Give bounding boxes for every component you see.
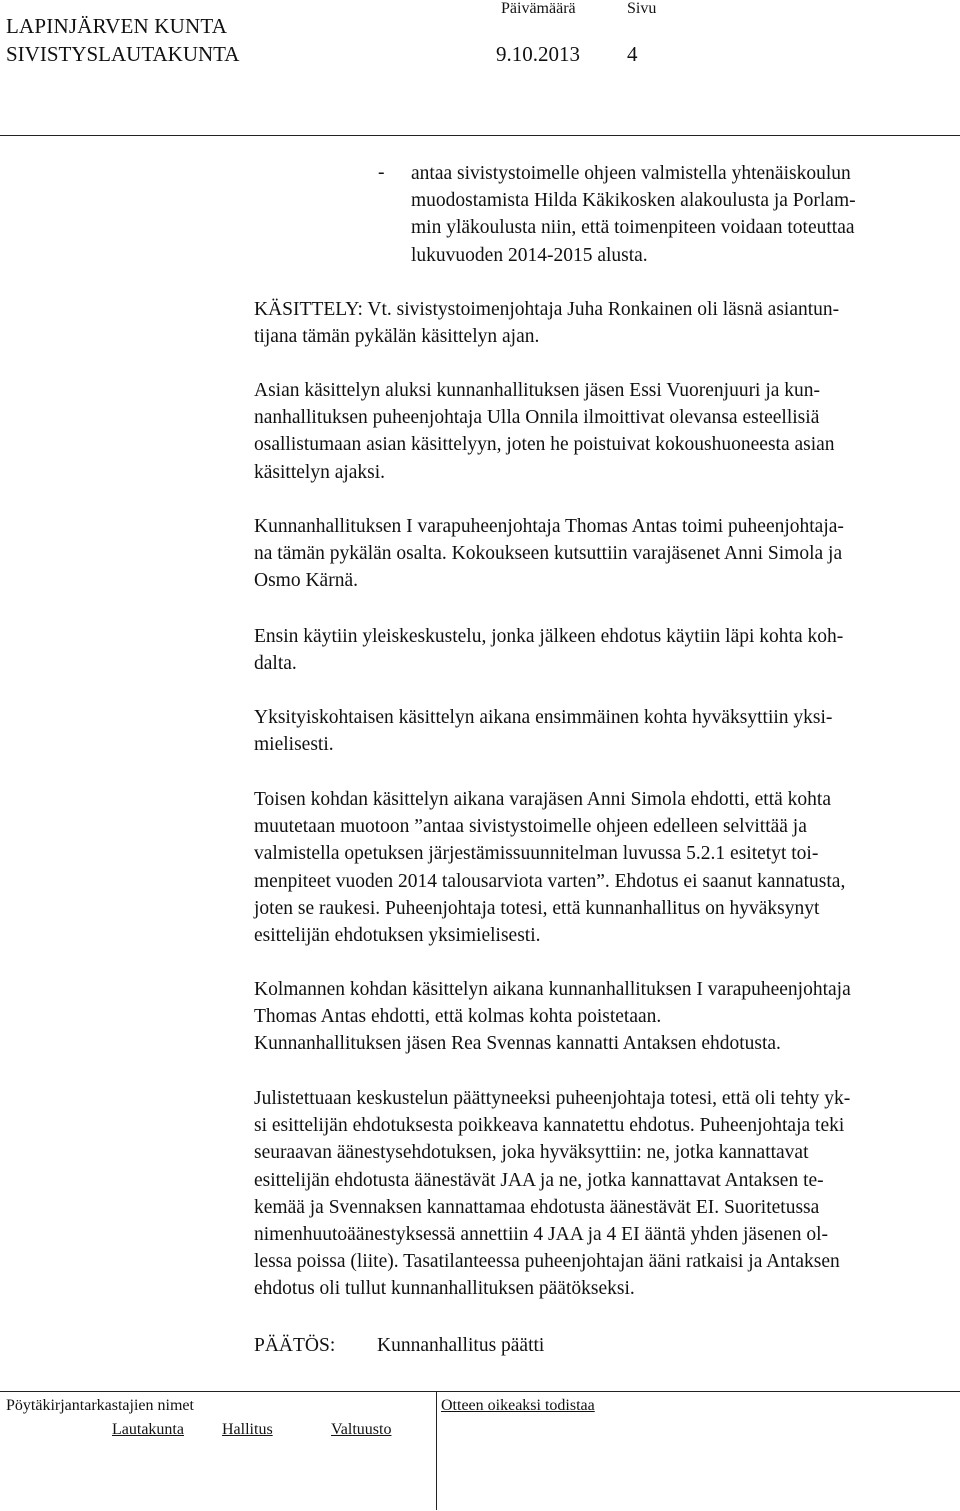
text-line: kemää ja Svennaksen kannattamaa ehdotusta äänestävät EI. Suoritetussa	[254, 1196, 820, 1218]
text-line: nimenhuutoäänestyksessä annettiin 4 JAA ja 4 EI ääntä yhden jäsenen ol-	[254, 1224, 829, 1246]
organization-name: LAPINJÄRVEN KUNTA	[6, 14, 228, 38]
paragraph-handling	[254, 296, 839, 350]
text-line: valmistella opetuksen järjestämissuunnitelman luvussa 5.2.1 esitetyt toi-	[254, 843, 819, 865]
text-line: joten se raukesi. Puheenjohtaja totesi, että kunnanhallitus on hyväksynyt	[254, 897, 820, 919]
text-line: min yläkoulusta niin, että toimenpiteen voidaan toteuttaa	[411, 217, 855, 239]
paragraph-discussion	[254, 623, 843, 677]
board-name: SIVISTYSLAUTAKUNTA	[6, 42, 240, 66]
board-label: Lautakunta	[112, 1421, 184, 1438]
text-line: tijana tämän pykälän käsittelyn ajan.	[254, 326, 540, 348]
text-line: Kunnanhallituksen I varapuheenjohtaja Thomas Antas toimi puheenjohtaja-	[254, 516, 844, 537]
text-line: Kunnanhallituksen jäsen Rea Svennas kannatti Antaksen ehdotusta.	[254, 1033, 781, 1055]
bullet-text	[411, 160, 856, 269]
text-line: käsittelyn ajaksi.	[254, 461, 386, 483]
decision-text: Kunnanhallitus päätti	[377, 1335, 545, 1356]
text-line: Julistettuaan keskustelun päättyneeksi puheenjohtaja totesi, että oli tehty yk-	[254, 1088, 851, 1109]
text-line: lukuvuoden 2014-2015 alusta.	[411, 244, 648, 266]
text-line: ehdotus oli tullut kunnanhallituksen päätökseksi.	[254, 1278, 635, 1300]
paragraph-vote	[254, 1085, 850, 1303]
text-line: esittelijän ehdotusta äänestävät JAA ja ne, jotka kannattavat Antaksen te-	[254, 1169, 824, 1191]
paragraph-recusal	[254, 377, 835, 486]
paragraph-third-item	[254, 976, 851, 1058]
text-line: esittelijän ehdotuksen yksimielisesti.	[254, 925, 541, 947]
page-number: 4	[627, 42, 638, 66]
text-line: muutetaan muotoon ”antaa sivistystoimelle ohjeen edelleen selvittää ja	[254, 816, 807, 838]
text-line: Thomas Antas ehdotti, että kolmas kohta poistetaan.	[254, 1006, 662, 1028]
text-line: Asian käsittelyn aluksi kunnanhallituksen jäsen Essi Vuorenjuuri ja kun-	[254, 380, 821, 401]
text-line: seuraavan äänestysehdotuksen, joka hyväksyttiin: ne, jotka kannattavat	[254, 1142, 809, 1164]
bullet-dash: -	[378, 162, 385, 183]
text-line: Ensin käytiin yleiskeskustelu, jonka jälkeen ehdotus käytiin läpi kohta koh-	[254, 626, 844, 647]
text-line: Yksityiskohtaisen käsittelyn aikana ensimmäinen kohta hyväksyttiin yksi-	[254, 707, 833, 728]
page-label: Sivu	[627, 0, 657, 17]
paragraph-first-item	[254, 704, 832, 758]
footer-divider	[436, 1391, 437, 1510]
text-line: dalta.	[254, 653, 297, 675]
government-label: Hallitus	[222, 1421, 273, 1438]
date-label: Päivämäärä	[501, 0, 576, 17]
text-line: KÄSITTELY: Vt. sivistystoimenjohtaja Juha Ronkainen oli läsnä asiantun-	[254, 299, 840, 320]
paragraph-second-item	[254, 786, 845, 949]
text-line: osallistumaan asian käsittelyyn, joten he poistuivat kokoushuoneesta asian	[254, 434, 835, 456]
text-line: muodostamista Hilda Käkikosken alakoulusta ja Porlam-	[411, 190, 856, 212]
header-divider	[0, 135, 960, 136]
text-line: lessa poissa (liite). Tasatilanteessa puheenjohtajan ääni ratkaisi ja Antaksen	[254, 1251, 840, 1273]
minutes-checkers-label: Pöytäkirjantarkastajien nimet	[6, 1397, 194, 1414]
text-line: Toisen kohdan käsittelyn aikana varajäsen Anni Simola ehdotti, että kohta	[254, 789, 831, 810]
text-line: Osmo Kärnä.	[254, 570, 358, 592]
text-line: si esittelijän ehdotuksesta poikkeava kannatettu ehdotus. Puheenjohtaja teki	[254, 1115, 845, 1137]
text-line: Kolmannen kohdan käsittelyn aikana kunnanhallituksen I varapuheenjohtaja	[254, 979, 851, 1000]
text-line: antaa sivistystoimelle ohjeen valmistella yhtenäiskoulun	[411, 163, 851, 184]
decision-label: PÄÄTÖS:	[254, 1335, 336, 1356]
paragraph-chair	[254, 513, 844, 595]
council-label: Valtuusto	[331, 1421, 392, 1438]
text-line: na tämän pykälän osalta. Kokoukseen kutsuttiin varajäsenet Anni Simola ja	[254, 543, 843, 565]
certified-copy-label: Otteen oikeaksi todistaa	[441, 1397, 595, 1414]
text-line: mielisesti.	[254, 734, 334, 756]
meeting-date: 9.10.2013	[496, 42, 580, 66]
text-line: nanhallituksen puheenjohtaja Ulla Onnila ilmoittivat olevansa esteellisiä	[254, 407, 820, 429]
text-line: menpiteet vuoden 2014 talousarviota varten”. Ehdotus ei saanut kannatusta,	[254, 870, 846, 892]
